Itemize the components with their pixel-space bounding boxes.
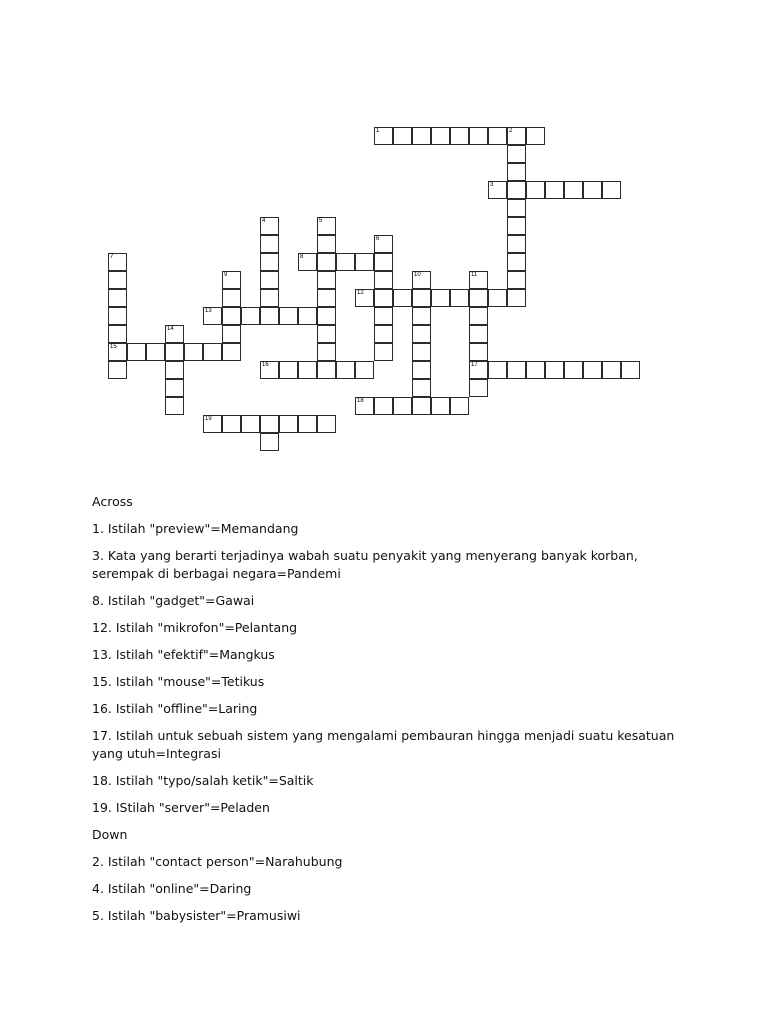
crossword-cell[interactable] — [108, 253, 127, 271]
crossword-cell[interactable] — [317, 217, 336, 235]
crossword-cell[interactable] — [317, 235, 336, 253]
crossword-cell[interactable] — [317, 325, 336, 343]
crossword-cell[interactable] — [507, 181, 526, 199]
crossword-cell[interactable] — [317, 253, 336, 271]
crossword-cell[interactable] — [298, 361, 317, 379]
crossword-cell[interactable] — [412, 289, 431, 307]
crossword-cell[interactable] — [469, 271, 488, 289]
crossword-cell[interactable] — [165, 379, 184, 397]
crossword-cell[interactable] — [393, 289, 412, 307]
crossword-cell[interactable] — [336, 253, 355, 271]
crossword-cell[interactable] — [412, 127, 431, 145]
crossword-cell[interactable] — [165, 397, 184, 415]
crossword-cell[interactable] — [336, 361, 355, 379]
crossword-cell[interactable] — [203, 307, 222, 325]
crossword-cell[interactable] — [165, 361, 184, 379]
crossword-cell[interactable] — [374, 271, 393, 289]
across-clue-13: 13. Istilah "efektif"=Mangkus — [92, 647, 275, 662]
crossword-cell[interactable] — [317, 343, 336, 361]
crossword-cell[interactable] — [374, 307, 393, 325]
clue-number: 13 — [205, 308, 212, 314]
down-clue-4: 4. Istilah "online"=Daring — [92, 881, 252, 896]
across-clue-17: 17. Istilah untuk sebuah sistem yang mengalami pembauran hingga menjadi suatu kesatuan yang utuh=Integrasi — [92, 728, 675, 761]
crossword-cell[interactable] — [260, 361, 279, 379]
clues-section — [92, 493, 682, 925]
crossword-cell[interactable] — [146, 343, 165, 361]
crossword-cell[interactable] — [431, 127, 450, 145]
down-clue-2: 2. Istilah "contact person"=Narahubung — [92, 854, 343, 869]
clue-number: 18 — [357, 398, 364, 404]
crossword-cell[interactable] — [602, 361, 621, 379]
crossword-cell[interactable] — [298, 253, 317, 271]
crossword-cell[interactable] — [564, 181, 583, 199]
crossword-cell[interactable] — [469, 127, 488, 145]
crossword-cell[interactable] — [260, 217, 279, 235]
crossword-cell[interactable] — [108, 361, 127, 379]
crossword-cell[interactable] — [184, 343, 203, 361]
crossword-cell[interactable] — [203, 343, 222, 361]
crossword-cell[interactable] — [507, 127, 526, 145]
crossword-cell[interactable] — [374, 289, 393, 307]
crossword-cell[interactable] — [412, 307, 431, 325]
crossword-cell[interactable] — [241, 415, 260, 433]
crossword-cell[interactable] — [222, 271, 241, 289]
crossword-cell[interactable] — [108, 343, 127, 361]
crossword-cell[interactable] — [412, 361, 431, 379]
crossword-cell[interactable] — [507, 217, 526, 235]
clue-number: 10 — [414, 272, 421, 278]
clue-number: 1 — [376, 128, 380, 134]
clue-number: 5 — [319, 218, 323, 224]
across-clue-18: 18. Istilah "typo/salah ketik"=Saltik — [92, 773, 314, 788]
crossword-cell[interactable] — [374, 253, 393, 271]
crossword-cell[interactable] — [355, 289, 374, 307]
crossword-cell[interactable] — [621, 361, 640, 379]
crossword-cell[interactable] — [260, 289, 279, 307]
crossword-cell[interactable] — [260, 235, 279, 253]
crossword-cell[interactable] — [279, 415, 298, 433]
crossword-cell[interactable] — [450, 127, 469, 145]
crossword-cell[interactable] — [298, 415, 317, 433]
crossword-cell[interactable] — [108, 289, 127, 307]
crossword-cell[interactable] — [545, 181, 564, 199]
clue-number: 2 — [509, 128, 513, 134]
crossword-cell[interactable] — [165, 325, 184, 343]
crossword-cell[interactable] — [526, 181, 545, 199]
clue-number: 8 — [300, 254, 304, 260]
crossword-cell[interactable] — [260, 253, 279, 271]
clue-number: 17 — [471, 362, 478, 368]
clue-number: 16 — [262, 362, 269, 368]
across-clue-16: 16. Istilah "offline"=Laring — [92, 701, 258, 716]
crossword-cell[interactable] — [260, 433, 279, 451]
crossword-cell[interactable] — [260, 271, 279, 289]
crossword-cell[interactable] — [108, 325, 127, 343]
crossword-cell[interactable] — [108, 271, 127, 289]
clue-number: 7 — [110, 254, 114, 260]
crossword-cell[interactable] — [203, 415, 222, 433]
crossword-cell[interactable] — [526, 361, 545, 379]
crossword-cell[interactable] — [374, 343, 393, 361]
crossword-cell[interactable] — [507, 289, 526, 307]
crossword-cell[interactable] — [412, 271, 431, 289]
crossword-cell[interactable] — [583, 181, 602, 199]
crossword-cell[interactable] — [412, 397, 431, 415]
across-clue-12: 12. Istilah "mikrofon"=Pelantang — [92, 620, 298, 635]
crossword-cell[interactable] — [507, 199, 526, 217]
crossword-cell[interactable] — [374, 127, 393, 145]
crossword-cell[interactable] — [412, 343, 431, 361]
crossword-cell[interactable] — [222, 289, 241, 307]
crossword-cell[interactable] — [412, 325, 431, 343]
crossword-cell[interactable] — [450, 397, 469, 415]
clue-number: 3 — [490, 182, 494, 188]
crossword-cell[interactable] — [127, 343, 146, 361]
crossword-cell[interactable] — [317, 289, 336, 307]
down-heading: Down — [92, 827, 128, 842]
crossword-cell[interactable] — [507, 235, 526, 253]
crossword-cell[interactable] — [222, 415, 241, 433]
down-clue-5: 5. Istilah "babysister"=Pramusiwi — [92, 908, 301, 923]
crossword-cell[interactable] — [260, 415, 279, 433]
clue-number: 4 — [262, 218, 266, 224]
crossword-cell[interactable] — [507, 163, 526, 181]
crossword-cell[interactable] — [222, 325, 241, 343]
clue-number: 6 — [376, 236, 380, 242]
crossword-cell[interactable] — [469, 379, 488, 397]
crossword-cell[interactable] — [355, 361, 374, 379]
crossword-grid — [0, 0, 768, 470]
clue-number: 14 — [167, 326, 174, 332]
crossword-cell[interactable] — [526, 127, 545, 145]
crossword-cell[interactable] — [507, 271, 526, 289]
crossword-cell[interactable] — [469, 289, 488, 307]
crossword-cell[interactable] — [317, 307, 336, 325]
across-clue-1: 1. Istilah "preview"=Memandang — [92, 521, 299, 536]
crossword-cell[interactable] — [355, 397, 374, 415]
crossword-cell[interactable] — [488, 361, 507, 379]
crossword-cell[interactable] — [450, 289, 469, 307]
crossword-cell[interactable] — [393, 397, 412, 415]
crossword-cell[interactable] — [317, 415, 336, 433]
clue-number: 12 — [357, 290, 364, 296]
clue-number: 19 — [205, 416, 212, 422]
crossword-cell[interactable] — [355, 253, 374, 271]
crossword-cell[interactable] — [298, 307, 317, 325]
crossword-cell[interactable] — [583, 361, 602, 379]
crossword-cell[interactable] — [279, 307, 298, 325]
across-clue-15: 15. Istilah "mouse"=Tetikus — [92, 674, 265, 689]
clue-number: 15 — [110, 344, 117, 350]
crossword-cell[interactable] — [507, 145, 526, 163]
crossword-cell[interactable] — [412, 379, 431, 397]
crossword-cell[interactable] — [393, 127, 412, 145]
crossword-cell[interactable] — [431, 397, 450, 415]
crossword-cell[interactable] — [108, 307, 127, 325]
clue-number: 11 — [471, 272, 478, 278]
crossword-cell[interactable] — [317, 361, 336, 379]
crossword-cell[interactable] — [507, 361, 526, 379]
crossword-cell[interactable] — [488, 181, 507, 199]
crossword-cell[interactable] — [469, 361, 488, 379]
across-clue-19: 19. IStilah "server"=Peladen — [92, 800, 270, 815]
crossword-cell[interactable] — [488, 127, 507, 145]
across-clue-3: 3. Kata yang berarti terjadinya wabah suatu penyakit yang menyerang banyak korban, serempak di berbagai negara=Pandemi — [92, 548, 638, 581]
clue-number: 9 — [224, 272, 228, 278]
crossword-cell[interactable] — [260, 307, 279, 325]
crossword-cell[interactable] — [602, 181, 621, 199]
crossword-cell[interactable] — [165, 343, 184, 361]
crossword-cell[interactable] — [374, 325, 393, 343]
crossword-cell[interactable] — [431, 289, 450, 307]
crossword-cell[interactable] — [222, 343, 241, 361]
crossword-cell[interactable] — [469, 325, 488, 343]
crossword-cell[interactable] — [374, 397, 393, 415]
crossword-cell[interactable] — [507, 253, 526, 271]
crossword-cell[interactable] — [545, 361, 564, 379]
crossword-cell[interactable] — [279, 361, 298, 379]
crossword-cell[interactable] — [374, 235, 393, 253]
across-clue-8: 8. Istilah "gadget"=Gawai — [92, 593, 255, 608]
crossword-cell[interactable] — [469, 307, 488, 325]
crossword-cell[interactable] — [222, 307, 241, 325]
crossword-cell[interactable] — [241, 307, 260, 325]
crossword-cell[interactable] — [317, 271, 336, 289]
crossword-cell[interactable] — [564, 361, 583, 379]
crossword-cell[interactable] — [488, 289, 507, 307]
across-heading: Across — [92, 494, 133, 509]
crossword-cell[interactable] — [469, 343, 488, 361]
